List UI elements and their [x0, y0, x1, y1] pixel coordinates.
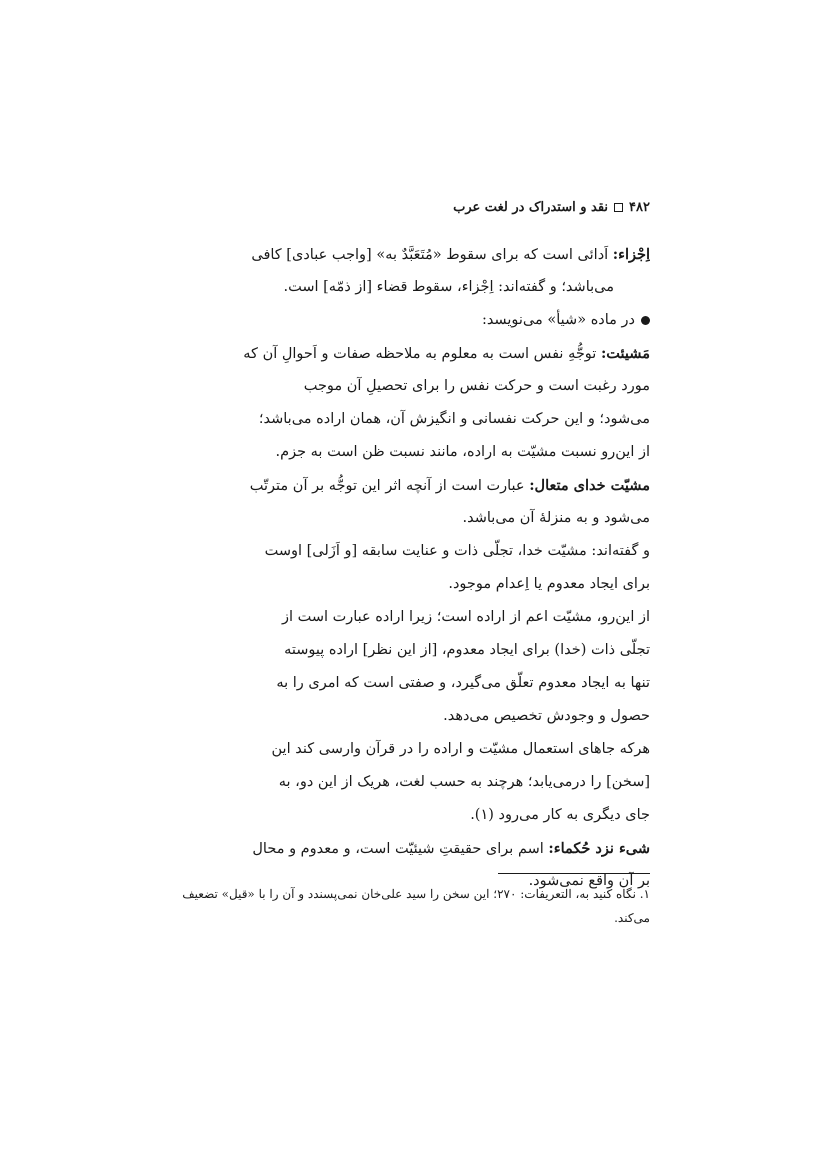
- text-line: از این‌رو، مشیّت اعم از اراده است؛ زیرا اراده عبارت است از: [281, 609, 650, 625]
- text-line: حصول و وجودش تخصیص می‌دهد.: [443, 708, 650, 724]
- text-line: از این‌رو نسبت مشیّت به اراده، مانند نسبت ظن است به جزم.: [275, 444, 650, 460]
- term-mashiyyat: مَشیئت:: [600, 345, 650, 362]
- line-text: عبارت است از آنچه اثر این توجُّه بر آن مترتّب: [249, 478, 525, 494]
- line-text: اسم برای حقیقتِ شیئیّت است، و معدوم و محال: [252, 841, 544, 857]
- line-text: توجُّهِ نفس است به معلوم به ملاحظه صفات و اَحوالِ آن که: [243, 346, 597, 362]
- text-line: تنها به ایجاد معدوم تعلّق می‌گیرد، و صفتی است که امری را به: [276, 675, 650, 691]
- text-line: بر آن واقع نمی‌شود.: [528, 873, 650, 889]
- bullet-item: [176, 304, 650, 337]
- main-text: [176, 238, 650, 898]
- text-line: [176, 238, 650, 271]
- text-line: [176, 832, 650, 865]
- text-line: برای ایجاد معدوم یا اِعدام موجود.: [448, 576, 650, 592]
- square-box-icon: [614, 203, 623, 212]
- text-line: [176, 337, 650, 370]
- running-header: [453, 200, 650, 215]
- term-shey: شیء نزد حُکماء:: [548, 840, 650, 857]
- text-line: و گفته‌اند: مشیّت خدا، تجلّی ذات و عنایت سابقه [و اَزَلی] اوست: [264, 543, 650, 559]
- text-line: می‌شود؛ و این حرکت نفسانی و انگیزش آن، همان اراده می‌باشد؛: [258, 411, 650, 427]
- text-line: می‌شود و به منزلهٔ آن می‌باشد.: [462, 510, 650, 526]
- term-ijza: اِجْزاء:: [612, 246, 650, 263]
- footnote-line: می‌کند.: [614, 911, 650, 925]
- running-title: نقد و استدراک در لغت عرب: [453, 200, 609, 215]
- text-line: تجلّی ذات (خدا) برای ایجاد معدوم، [از این نظر] اراده پیوسته: [284, 642, 650, 658]
- bullet-icon: [641, 316, 650, 325]
- footnote-divider: [498, 873, 650, 874]
- text-line: [سخن] را درمی‌یابد؛ هرچند به حسب لغت، هریک از این دو، به: [278, 774, 650, 790]
- footnote: [176, 882, 650, 930]
- line-text: اَدائی است که برای سقوط «مُتَعَبَّدٌ به» [واجب عبادی] کافی: [251, 247, 609, 263]
- page-number: ۴۸۲: [629, 200, 650, 215]
- text-line: [176, 469, 650, 502]
- text-line: مورد رغبت است و حرکت نفس را برای تحصیلِ آن موجب: [303, 378, 650, 394]
- term-mashiyyat-khoda: مشیّت خدای متعال:: [529, 477, 650, 494]
- text-line: می‌باشد؛ و گفته‌اند: اِجْزاء، سقوط قضاء [از ذمّه] است.: [283, 279, 614, 295]
- footnote-line: ۱. نگاه کنید به، التعریفات: ۲۷۰؛ این سخن را سید علی‌خان نمی‌پسندد و آن را با «قیل» تضعیف: [182, 887, 650, 901]
- bullet-text: در ماده «شیأ» می‌نویسد:: [481, 312, 635, 328]
- text-line: هرکه جاهای استعمال مشیّت و اراده را در قرآن وارسی کند این: [271, 741, 650, 757]
- text-line: جای دیگری به کار می‌رود (۱).: [470, 807, 650, 823]
